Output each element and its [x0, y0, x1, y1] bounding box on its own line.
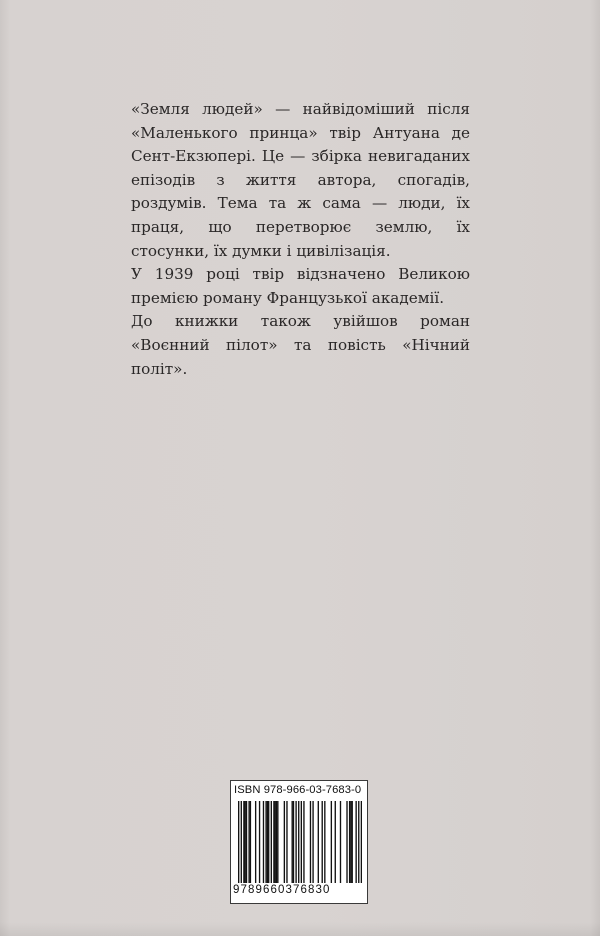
barcode-bar [276, 801, 277, 883]
barcode-bar [284, 801, 285, 883]
barcode-bar [259, 801, 260, 883]
blurb-paragraph-1: «Земля людей» — найвідоміший після «Маленького принца» твір Антуана де Сент-Екзюпері. Це — збірка невигаданих епізодів з життя автора, спогадів, роздумів. Тема та ж сама — люди, їх праця, що перетворює землю, їх стосунки, їх думки і цивілізація. [131, 100, 470, 260]
barcode-bar [298, 801, 299, 883]
barcode-bar [245, 801, 246, 883]
barcode-bar [293, 801, 294, 883]
barcode-bar [303, 801, 304, 883]
barcode-bar [268, 801, 269, 883]
barcode-bar [275, 801, 276, 883]
barcode-bar [238, 801, 239, 883]
barcode-bar [263, 801, 264, 883]
barcode-bar [324, 801, 325, 883]
barcode-bar [250, 801, 251, 883]
barcode-bar [350, 801, 351, 883]
barcode-bar [255, 801, 256, 883]
barcode-bar [322, 801, 323, 883]
barcode-bar [310, 801, 311, 883]
ean-digits: 9789660376830 [233, 884, 331, 896]
barcode-bar [271, 801, 272, 883]
barcode-bar [340, 801, 341, 883]
barcode-bar [312, 801, 313, 883]
blurb-paragraph-2: У 1939 році твір відзначено Великою премією роману Французької академії. [131, 265, 470, 307]
barcode-bar [358, 801, 359, 883]
barcode-bar [361, 801, 362, 883]
barcode-bar [346, 801, 347, 883]
barcode-bar [248, 801, 249, 883]
barcode-icon [238, 801, 362, 883]
barcode-bar [267, 801, 268, 883]
barcode-bar [295, 801, 296, 883]
barcode-bar [273, 801, 274, 883]
isbn-label: ISBN 978-966-03-7683-0 [234, 784, 362, 796]
isbn-barcode-box [230, 780, 368, 904]
barcode-bar [318, 801, 319, 883]
barcode-bar [352, 801, 353, 883]
barcode-bar [292, 801, 293, 883]
barcode-bar [335, 801, 336, 883]
barcode-bar [246, 801, 247, 883]
barcode-bar [331, 801, 332, 883]
barcode-bar [349, 801, 350, 883]
barcode-bar [277, 801, 278, 883]
barcode-bar [265, 801, 266, 883]
barcode-bar [286, 801, 287, 883]
barcode-bar [301, 801, 302, 883]
barcode-bar [355, 801, 356, 883]
barcode-bar [241, 801, 242, 883]
barcode-bar [243, 801, 244, 883]
blurb-paragraph-3: До книжки також увійшов роман «Воєнний пілот» та повість «Нічний політ». [131, 312, 470, 378]
book-blurb [131, 98, 470, 381]
